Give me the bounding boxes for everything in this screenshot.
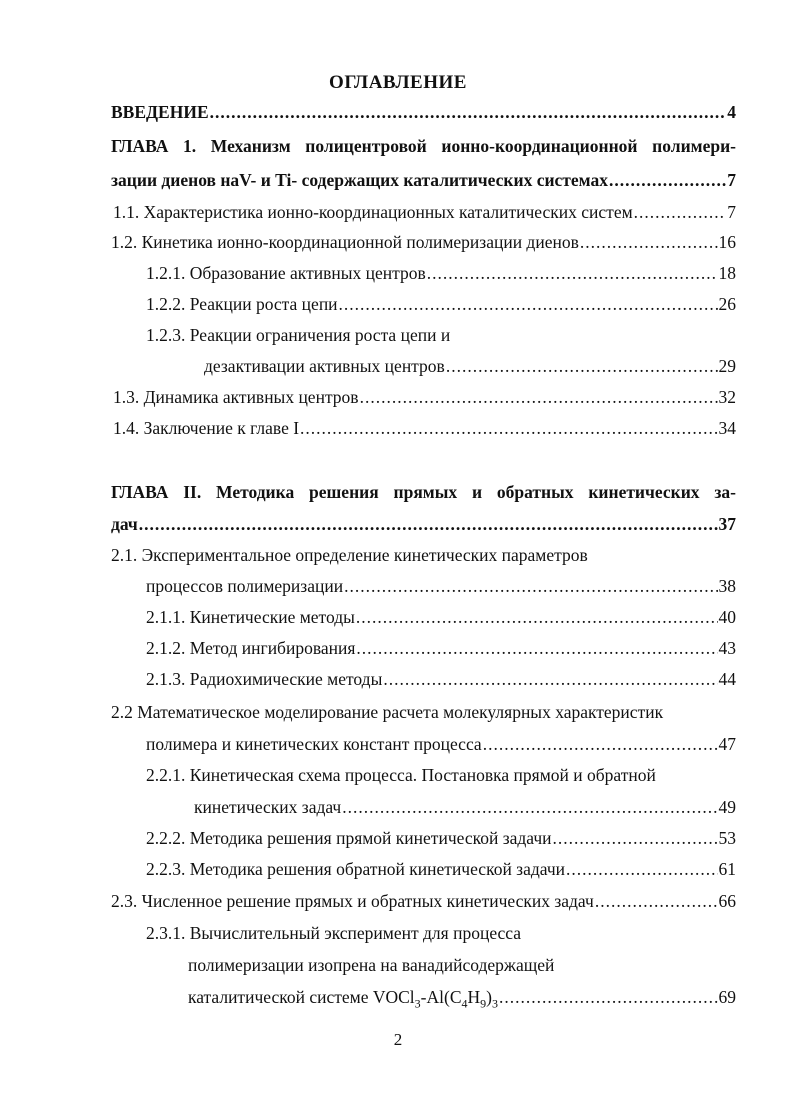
leader-dots xyxy=(609,168,726,192)
toc-entry-text: 2.1.2. Метод ингибирования xyxy=(146,638,356,658)
toc-entry-page: 4 xyxy=(727,102,736,122)
leader-dots xyxy=(139,512,718,536)
toc-entry-1-2-3 xyxy=(204,354,736,378)
toc-entry-page: 18 xyxy=(718,263,736,283)
toc-entry-page: 7 xyxy=(727,170,736,190)
toc-entry-text: 2.1.1. Кинетические методы xyxy=(146,607,355,627)
leader-dots xyxy=(446,354,718,378)
toc-entry-page: 47 xyxy=(718,734,736,754)
toc-entry-text: дач xyxy=(111,514,138,534)
toc-entry-text: 1.2.2. Реакции роста цепи xyxy=(146,294,338,314)
leader-dots xyxy=(344,574,717,598)
toc-entry-2-3-1 xyxy=(188,985,736,1009)
leader-dots xyxy=(566,857,717,881)
formula-part: -Al(C xyxy=(420,987,462,1007)
toc-entry-2-1-1 xyxy=(146,605,736,629)
toc-entry-page: 34 xyxy=(718,418,736,438)
toc-entry-text xyxy=(188,985,498,1009)
toc-entry-text: полимера и кинетических констант процесса xyxy=(146,734,482,754)
leader-dots xyxy=(427,261,718,285)
toc-entry-chapter-1 xyxy=(111,168,736,192)
toc-entry-page: 29 xyxy=(718,356,736,376)
toc-entry-text: 2.2.3. Методика решения обратной кинетической задачи xyxy=(146,859,566,879)
leader-dots xyxy=(360,385,718,409)
formula-part: каталитической системе VOCl xyxy=(188,987,415,1007)
formula-subscript: 3 xyxy=(414,996,421,1011)
leader-dots xyxy=(383,667,717,691)
leader-dots xyxy=(356,636,717,660)
toc-entry-text: зации диенов наV- и Ti- содержащих каталитических системах xyxy=(111,170,608,190)
leader-dots xyxy=(356,605,718,629)
leader-dots xyxy=(580,230,718,254)
leader-dots xyxy=(342,795,717,819)
toc-entry-page: 37 xyxy=(718,514,736,534)
toc-entry-text: 2.1.3. Радиохимические методы xyxy=(146,669,383,689)
toc-entry-page: 49 xyxy=(718,797,736,817)
formula-part: ) xyxy=(486,987,492,1007)
toc-entry-text: ВВЕДЕНИЕ xyxy=(111,102,209,122)
toc-entry-page: 53 xyxy=(718,828,736,848)
toc-entry-2-2-line1: 2.2 Математическое моделирование расчета молекулярных характеристик xyxy=(111,702,664,722)
toc-entry-1-2-2 xyxy=(146,292,736,316)
leader-dots xyxy=(210,100,727,124)
toc-entry-page: 40 xyxy=(718,607,736,627)
toc-entry-2-2-3 xyxy=(146,857,736,881)
formula-subscript: 4 xyxy=(461,996,468,1011)
toc-entry-2-2-1-line1: 2.2.1. Кинетическая схема процесса. Постановка прямой и обратной xyxy=(146,765,656,785)
leader-dots xyxy=(499,985,718,1009)
chapter-1-heading-line1: ГЛАВА 1. Механизм полицентровой ионно-координационной полимери- xyxy=(111,136,736,156)
toc-entry-2-3-1-line1: 2.3.1. Вычислительный эксперимент для процесса xyxy=(146,923,522,943)
leader-dots xyxy=(553,826,718,850)
toc-entry-page: 69 xyxy=(718,987,736,1007)
toc-entry-2-1-3 xyxy=(146,667,736,691)
toc-entry-page: 61 xyxy=(718,859,736,879)
toc-entry-page: 38 xyxy=(718,576,736,596)
toc-entry-2-1-2 xyxy=(146,636,736,660)
leader-dots xyxy=(595,889,718,913)
toc-entry-intro xyxy=(111,100,736,124)
chapter-2-heading-line1: ГЛАВА II. Методика решения прямых и обратных кинетических за- xyxy=(111,482,736,502)
toc-entry-1-3 xyxy=(113,385,736,409)
formula-part: H xyxy=(467,987,481,1007)
formula-subscript: 9 xyxy=(480,996,487,1011)
toc-entry-page: 26 xyxy=(718,294,736,314)
toc-entry-page: 44 xyxy=(718,669,736,689)
toc-entry-2-2-1 xyxy=(194,795,736,819)
toc-entry-1-1 xyxy=(113,200,736,224)
toc-entry-page: 16 xyxy=(718,232,736,252)
toc-entry-text: процессов полимеризации xyxy=(146,576,344,596)
leader-dots xyxy=(483,732,718,756)
toc-entry-page: 66 xyxy=(718,891,736,911)
toc-entry-page: 43 xyxy=(718,638,736,658)
toc-entry-text: 1.4. Заключение к главе I xyxy=(113,418,300,438)
toc-entry-page: 7 xyxy=(727,202,736,222)
toc-entry-text: 1.3. Динамика активных центров xyxy=(113,387,359,407)
toc-entry-text: кинетических задач xyxy=(194,797,342,817)
page-title: ОГЛАВЛЕНИЕ xyxy=(329,72,467,93)
toc-entry-2-2 xyxy=(146,732,736,756)
toc-entry-text: 1.1. Характеристика ионно-координационных каталитических систем xyxy=(113,202,633,222)
toc-entry-2-3-1-line2: полимеризации изопрена на ванадийсодержащей xyxy=(188,955,555,975)
toc-entry-text: дезактивации активных центров xyxy=(204,356,445,376)
leader-dots xyxy=(634,200,727,224)
formula-subscript: 3 xyxy=(491,996,498,1011)
toc-entry-text: 1.2.1. Образование активных центров xyxy=(146,263,426,283)
toc-entry-text: 1.2. Кинетика ионно-координационной полимеризации диенов xyxy=(111,232,579,252)
toc-entry-2-3 xyxy=(111,889,736,913)
leader-dots xyxy=(339,292,718,316)
toc-entry-2-2-2 xyxy=(146,826,736,850)
toc-entry-chapter-2 xyxy=(111,512,736,536)
toc-entry-text: 2.2.2. Методика решения прямой кинетической задачи xyxy=(146,828,552,848)
toc-entry-1-2-3-line1: 1.2.3. Реакции ограничения роста цепи и xyxy=(146,325,451,345)
page-number: 2 xyxy=(393,1030,403,1049)
toc-entry-1-2 xyxy=(111,230,736,254)
toc-entry-text: 2.3. Численное решение прямых и обратных кинетических задач xyxy=(111,891,594,911)
toc-entry-1-2-1 xyxy=(146,261,736,285)
toc-entry-2-1 xyxy=(146,574,736,598)
toc-entry-page: 32 xyxy=(718,387,736,407)
leader-dots xyxy=(300,416,717,440)
toc-entry-1-4 xyxy=(113,416,736,440)
toc-entry-2-1-line1: 2.1. Экспериментальное определение кинетических параметров xyxy=(111,545,588,565)
